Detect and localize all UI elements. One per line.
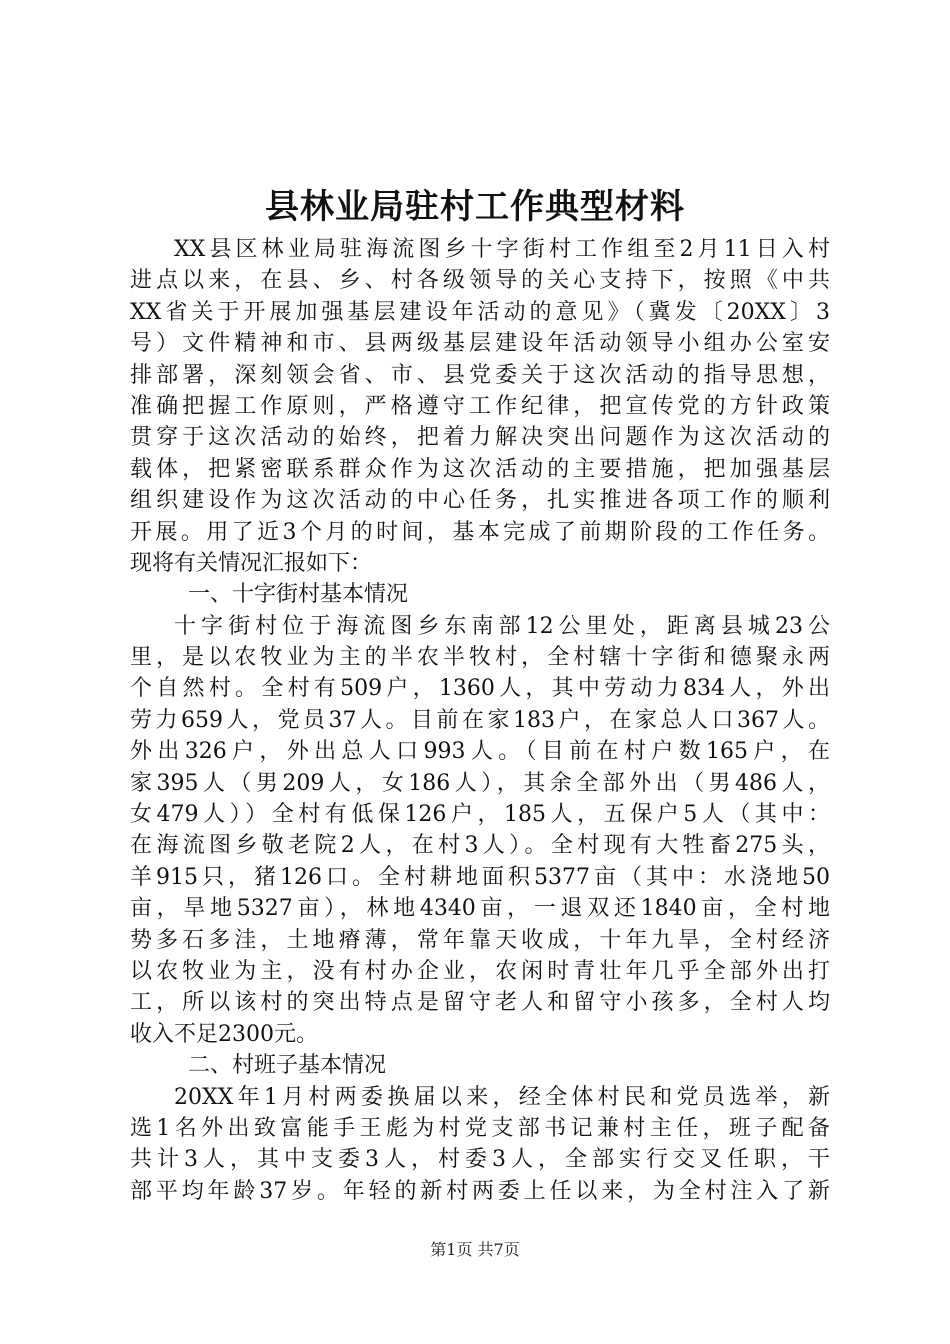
section-heading: 一、十字街村基本情况 [188,582,409,608]
text-line: 势多石多洼，土地瘠薄，常年靠天收成，十年九旱，全村经济 [130,927,830,953]
text-line: 里，是以农牧业为主的半农半牧村，全村辖十字街和德聚永两 [130,645,830,671]
text-line: 开展。用了近3个月的时间，基本完成了前期阶段的工作任务。 [130,519,830,545]
text-line: 劳力659人，党员37人。目前在家183户，在家总人口367人。 [130,707,830,733]
page-footer: 第1页 共7页 [430,1240,520,1259]
text-line: 在海流图乡敬老院2人，在村3人）。全村现有大牲畜275头， [130,833,830,859]
text-line: 选1名外出致富能手王彪为村党支部书记兼村主任，班子配备 [130,1115,830,1141]
text-line: 女479人））全村有低保126户，185人，五保户5人（其中： [130,802,830,828]
text-line: 号）文件精神和市、县两级基层建设年活动领导小组办公室安 [130,331,830,357]
text-line: 部平均年龄37岁。年轻的新村两委上任以来，为全村注入了新 [130,1178,830,1204]
text-line: 20XX年1月村两委换届以来，经全体村民和党员选举，新 [174,1084,830,1110]
document-title: 县林业局驻村工作典型材料 [265,187,685,227]
text-line: 家395人（男209人，女186人），其余全部外出（男486人， [130,770,830,796]
text-line: XX省关于开展加强基层建设年活动的意见》（冀发〔20XX〕3 [130,299,830,325]
text-line: 以农牧业为主，没有村办企业，农闲时青壮年几乎全部外出打 [130,958,830,984]
text-line: 个自然村。全村有509户，1360人，其中劳动力834人，外出 [130,676,830,702]
text-line: 现将有关情况汇报如下： [130,550,373,576]
text-line: 亩，旱地5327亩），林地4340亩，一退双还1840亩，全村地 [130,896,830,922]
text-line: 十字街村位于海流图乡东南部12公里处，距离县城23公 [174,613,830,639]
text-line: 进点以来，在县、乡、村各级领导的关心支持下，按照《中共 [130,268,830,294]
text-line: 组织建设作为这次活动的中心任务，扎实推进各项工作的顺利 [130,488,830,514]
text-line: 贯穿于这次活动的始终，把着力解决突出问题作为这次活动的 [130,425,830,451]
text-line: 羊915只，猪126口。全村耕地面积5377亩（其中：水浇地50 [130,864,830,890]
text-line: XX县区林业局驻海流图乡十字街村工作组至2月11日入村 [174,237,830,262]
text-line: 外出326户，外出总人口993人。（目前在村户数165户，在 [130,739,830,765]
document-body [130,234,830,1207]
text-line: 排部署，深刻领会省、市、县党委关于这次活动的指导思想， [130,362,830,388]
section-heading: 二、村班子基本情况 [188,1053,387,1079]
text-line: 收入不足2300元。 [130,1021,318,1047]
text-line: 载体，把紧密联系群众作为这次活动的主要措施，把加强基层 [130,456,830,482]
text-line: 工，所以该村的突出特点是留守老人和留守小孩多，全村人均 [130,990,830,1016]
text-line: 准确把握工作原则，严格遵守工作纪律，把宣传党的方针政策 [130,393,830,419]
text-line: 共计3人，其中支委3人，村委3人，全部实行交叉任职，干 [130,1147,830,1173]
